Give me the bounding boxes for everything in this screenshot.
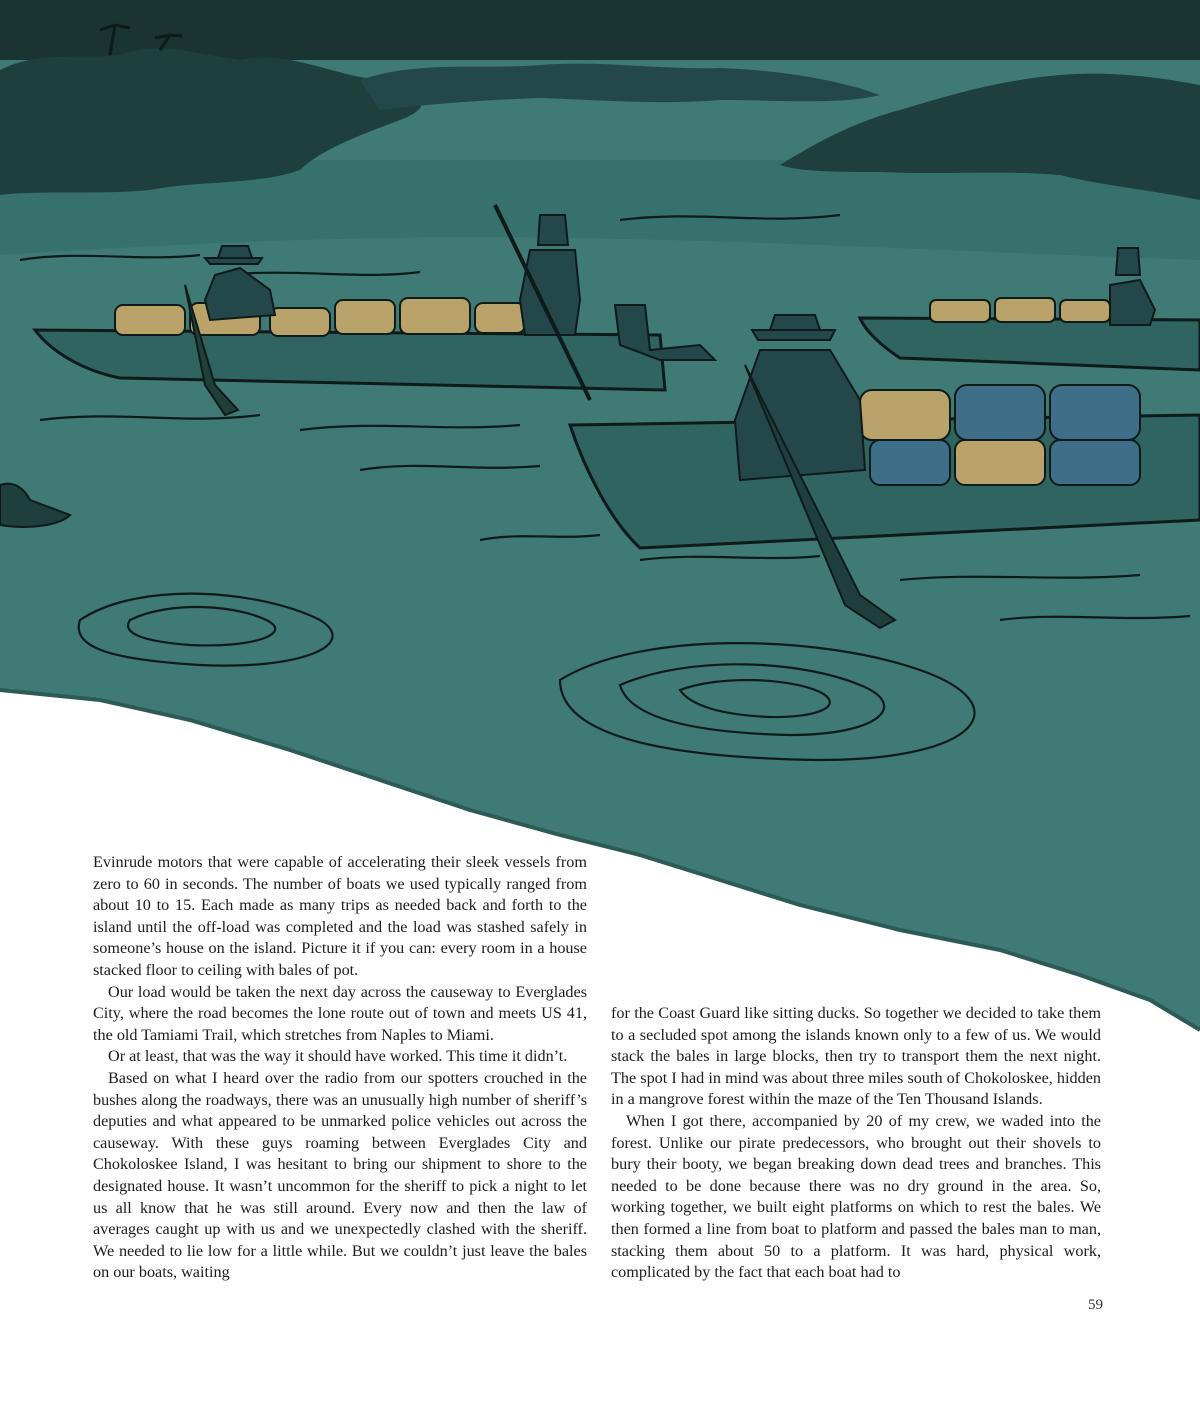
left-text-column [93,852,587,1284]
right-near-boat-bales [860,385,1140,485]
page-number: 59 [1088,1297,1103,1313]
paragraph: Based on what I heard over the radio from our spotters crouched in the bushes along the roadways, there was an unusually high number of sheriff’s deputies and what appeared to be unmarked police vehicles out across the causeway. With these guys roaming between Everglades City and Chokoloskee Island, I was hesitant to bring our shipment to shore to the designated house. It wasn’t uncommon for the sheriff to pick a night to let us all know that he was still around. Every now and then the law of averages caught up with us and we unexpectedly clashed with the sheriff. We needed to lie low for a little while. But we couldn’t just leave the bales on our boats, waiting [93,1068,587,1282]
paragraph: Evinrude motors that were capable of accelerating their sleek vessels from zero to 60 in seconds. The number of boats we used typically ranged from about 10 to 15. Each made as many trips as needed back and forth to the island until the off-load was completed and the load was stashed safely in someone’s house on the island. Picture it if you can: every room in a house stacked floor to ceiling with bales of pot. [93,853,587,979]
paragraph: for the Coast Guard like sitting ducks. So together we decided to take them to a secluded spot among the islands known only to a few of us. We would stack the bales in large blocks, then try to transport them the next night. The spot I had in mind was about three miles south of Chokoloskee, hidden in a mangrove forest within the maze of the Ten Thousand Islands. [611,1004,1101,1109]
right-text-column [611,1003,1101,1284]
paragraph: When I got there, accompanied by 20 of my crew, we waded into the forest. Unlike our pirate predecessors, who brought out their shovels to bury their booty, we began breaking down dead trees and branches. This needed to be done because there was no dry ground in the area. So, working together, we built eight platforms on which to rest the bales. We then formed a line from boat to platform and passed the bales man to man, stacking them about 50 to a platform. It was hard, physical work, complicated by the fact that each boat had to [611,1111,1101,1282]
paragraph: Our load would be taken the next day across the causeway to Everglades City, where the road becomes the lone route out of town and meets US 41, the old Tamiami Trail, which stretches from Naples to Miami. [93,982,587,1044]
paragraph: Or at least, that was the way it should have worked. This time it didn’t. [108,1047,568,1066]
